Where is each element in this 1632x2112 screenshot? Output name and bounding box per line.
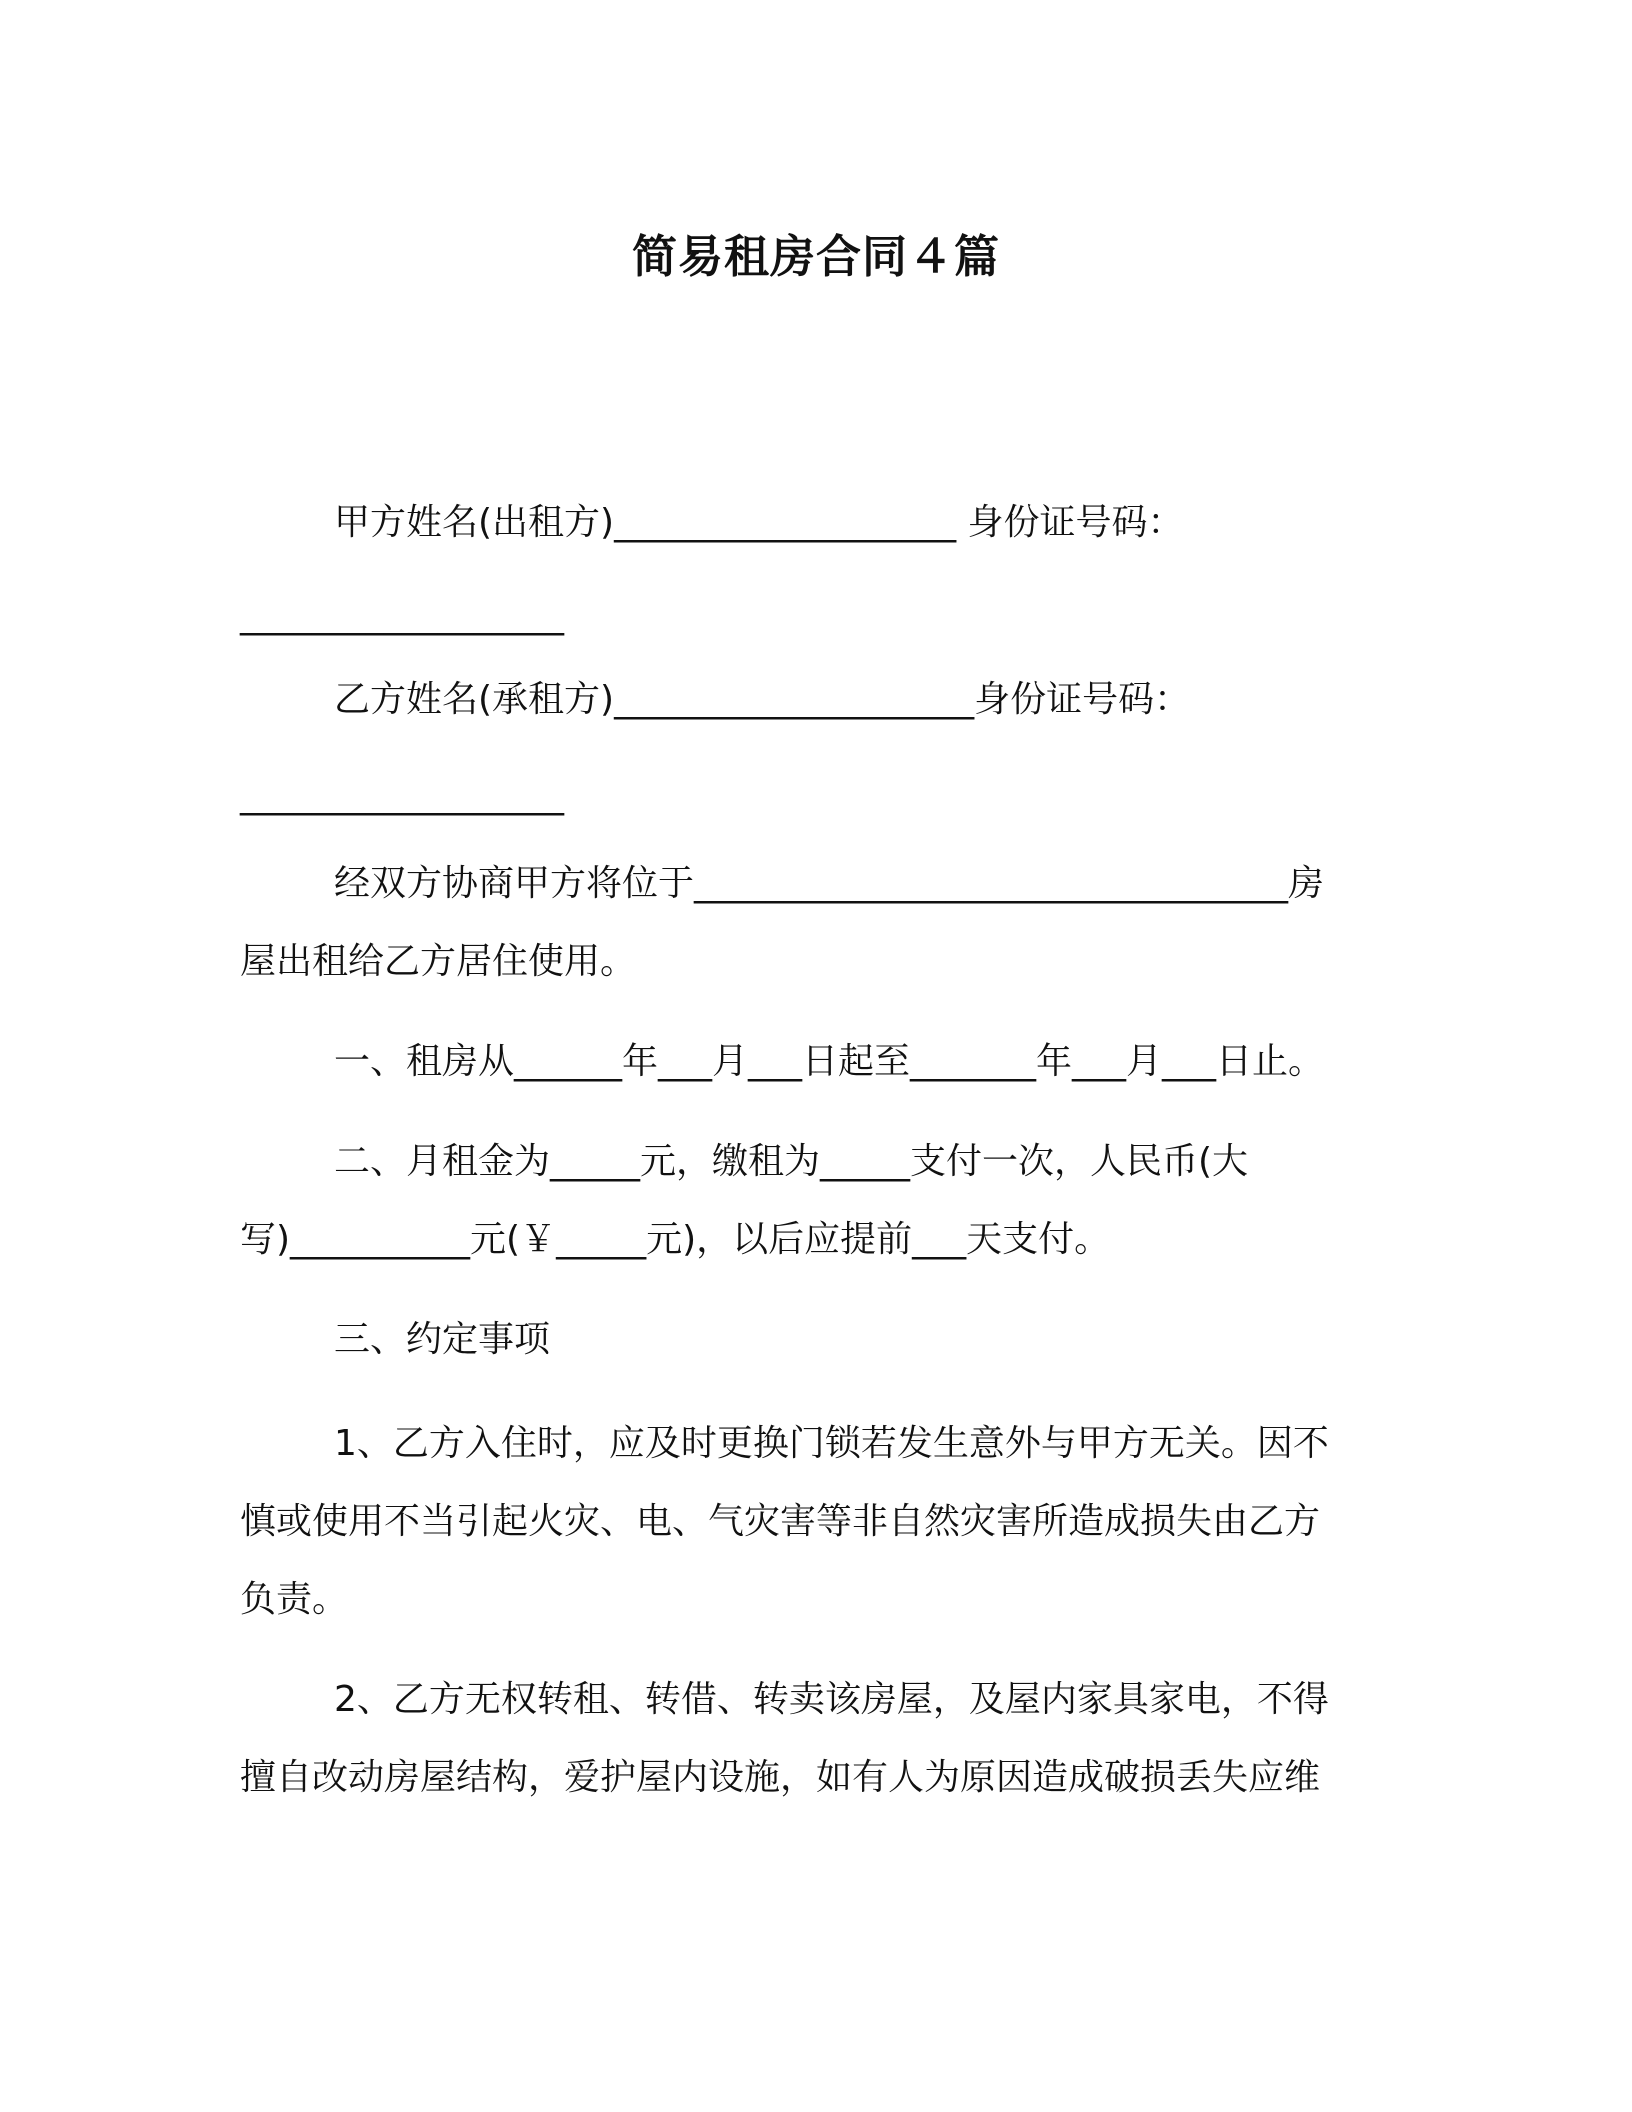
party-b-line: 乙方姓名(承租方)____________________身份证号码： bbox=[334, 679, 1191, 720]
property-location-line-2: 屋出租给乙方居住使用。 bbox=[240, 941, 637, 982]
clause-3-heading: 三、约定事项 bbox=[334, 1319, 551, 1360]
item-2-line-2: 擅自改动房屋结构，爱护屋内设施，如有人为原因造成破损丢失应维 bbox=[240, 1757, 1321, 1798]
party-a-id-blank: __________________ bbox=[240, 595, 564, 636]
property-location-line: 经双方协商甲方将位于_________________________________房 bbox=[334, 863, 1325, 904]
document-title: 简易租房合同４篇 bbox=[631, 230, 1000, 283]
clause-2-rent-line-2: 写)__________元(￥_____元)，以后应提前___天支付。 bbox=[240, 1219, 1111, 1260]
clause-2-rent: 二、月租金为_____元，缴租为_____支付一次，人民币(大 bbox=[334, 1141, 1249, 1182]
clause-1-term: 一、租房从______年___月___日起至_______年___月___日止。 bbox=[334, 1041, 1325, 1082]
item-1-line-2: 慎或使用不当引起火灾、电、气灾害等非自然灾害所造成损失由乙方 bbox=[240, 1501, 1321, 1542]
item-1-line-3: 负责。 bbox=[240, 1579, 349, 1620]
item-1-line-1: 1、乙方入住时，应及时更换门锁若发生意外与甲方无关。因不 bbox=[334, 1423, 1329, 1464]
party-a-line: 甲方姓名(出租方)___________________ 身份证号码： bbox=[334, 502, 1184, 543]
item-2-line-1: 2、乙方无权转租、转借、转卖该房屋，及屋内家具家电，不得 bbox=[334, 1679, 1329, 1720]
party-b-id-blank: __________________ bbox=[240, 775, 564, 816]
